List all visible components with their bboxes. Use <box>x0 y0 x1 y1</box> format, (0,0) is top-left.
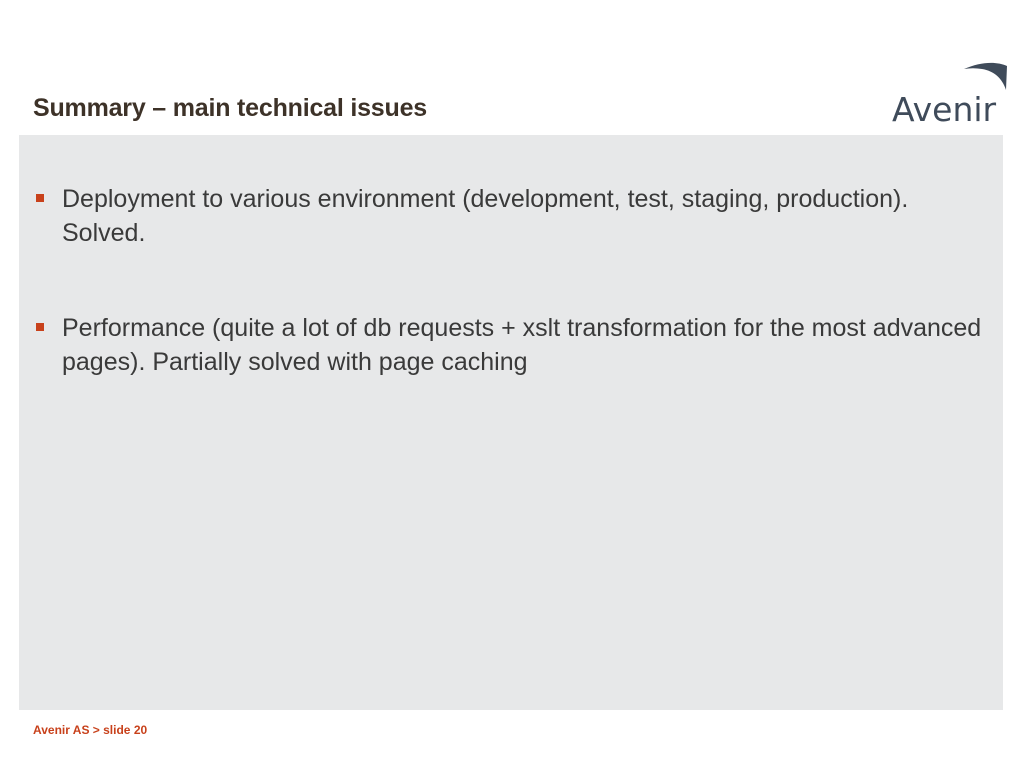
content-panel <box>19 135 1003 710</box>
bullet-text: Deployment to various environment (development, test, staging, production). Solved. <box>62 185 909 247</box>
avenir-logo-graphic <box>890 60 1010 126</box>
bullet-list <box>19 182 1003 440</box>
avenir-logo <box>890 60 1010 126</box>
bullet-square-icon <box>36 194 44 202</box>
slide-footer: Avenir AS > slide 20 <box>33 723 148 737</box>
bullet-square-icon <box>36 323 44 331</box>
bullet-item <box>19 182 1003 250</box>
bullet-item <box>19 311 1003 379</box>
logo-wordmark: Avenir <box>892 90 997 126</box>
slide-title: Summary – main technical issues <box>33 94 427 122</box>
bullet-text: Performance (quite a lot of db requests + xslt transformation for the most advanced pages). Partially solved with page caching <box>62 314 982 376</box>
